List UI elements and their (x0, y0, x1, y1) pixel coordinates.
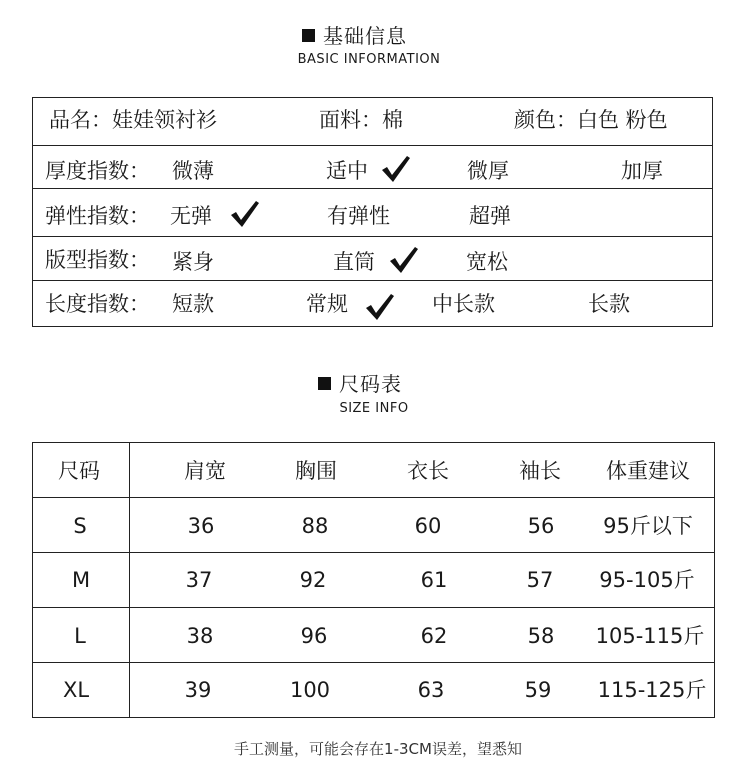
table-cell-chest: 100 (289, 678, 331, 702)
table-cell-sleeve: 59 (524, 678, 552, 702)
square-bullet-icon (318, 377, 331, 390)
checkmark-icon (388, 245, 420, 275)
table-cell-shoulder: 37 (185, 568, 213, 592)
table-cell-sleeve: 57 (526, 568, 554, 592)
table-cell-length: 62 (420, 624, 448, 648)
table-cell-chest: 96 (300, 624, 328, 648)
length-label: 长度指数： (45, 292, 150, 316)
product-name: 品名：娃娃领衬衫 (49, 108, 217, 132)
table-cell-shoulder: 39 (184, 678, 212, 702)
measurement-note: 手工测量，可能会存在1-3CM误差，望悉知 (234, 740, 522, 758)
table-cell-length: 61 (420, 568, 448, 592)
size-header-chest: 胸围 (295, 459, 337, 483)
fit-option-straight: 直筒 (333, 250, 375, 274)
table-cell-length: 63 (417, 678, 445, 702)
table-cell-chest: 88 (301, 514, 329, 538)
length-option-regular: 常规 (306, 292, 348, 316)
size-info-heading (318, 368, 402, 397)
table-cell-size: M (71, 568, 91, 592)
table-cell-weight: 95斤以下 (603, 514, 693, 538)
table-cell-weight: 95-105斤 (599, 568, 695, 592)
size-header-weight: 体重建议 (606, 459, 690, 483)
size-header-size: 尺码 (58, 459, 100, 483)
size-info-title: 尺码表 (339, 372, 402, 396)
size-info-subtitle: SIZE INFO (339, 401, 409, 416)
fit-option-loose: 宽松 (466, 250, 508, 274)
table-cell-chest: 92 (299, 568, 327, 592)
fit-label: 版型指数： (45, 248, 150, 272)
table-cell-length: 60 (414, 514, 442, 538)
basic-info-subtitle: BASIC INFORMATION (297, 52, 441, 67)
thickness-option-thick: 加厚 (621, 159, 663, 183)
table-cell-sleeve: 56 (527, 514, 555, 538)
table-cell-shoulder: 38 (186, 624, 214, 648)
size-header-shoulder: 肩宽 (184, 459, 226, 483)
checkmark-icon (380, 154, 412, 184)
thickness-option-thin: 微薄 (172, 159, 214, 183)
elasticity-option-none: 无弹 (170, 204, 212, 228)
elasticity-option-some: 有弹性 (327, 204, 390, 228)
length-option-long: 长款 (588, 292, 630, 316)
checkmark-icon (229, 199, 261, 229)
fabric-info: 面料：棉 (319, 108, 403, 132)
length-option-short: 短款 (172, 292, 214, 316)
size-header-length: 衣长 (407, 459, 449, 483)
square-bullet-icon (302, 29, 315, 42)
checkmark-icon (364, 292, 396, 322)
thickness-option-slightly-thick: 微厚 (467, 159, 509, 183)
table-cell-weight: 115-125斤 (597, 678, 707, 702)
basic-info-title: 基础信息 (323, 24, 407, 48)
thickness-label: 厚度指数： (45, 159, 150, 183)
table-cell-size: S (73, 514, 87, 538)
size-header-sleeve: 袖长 (519, 459, 561, 483)
table-cell-weight: 105-115斤 (595, 624, 705, 648)
fit-option-tight: 紧身 (172, 250, 214, 274)
table-cell-sleeve: 58 (527, 624, 555, 648)
length-option-mid-long: 中长款 (432, 292, 495, 316)
table-cell-size: XL (62, 678, 90, 702)
elasticity-option-super: 超弹 (469, 204, 511, 228)
thickness-option-medium: 适中 (326, 159, 368, 183)
table-cell-size: L (74, 624, 86, 648)
elasticity-label: 弹性指数： (45, 204, 150, 228)
table-cell-shoulder: 36 (187, 514, 215, 538)
basic-info-heading (302, 20, 407, 49)
color-info: 颜色：白色 粉色 (514, 108, 668, 132)
